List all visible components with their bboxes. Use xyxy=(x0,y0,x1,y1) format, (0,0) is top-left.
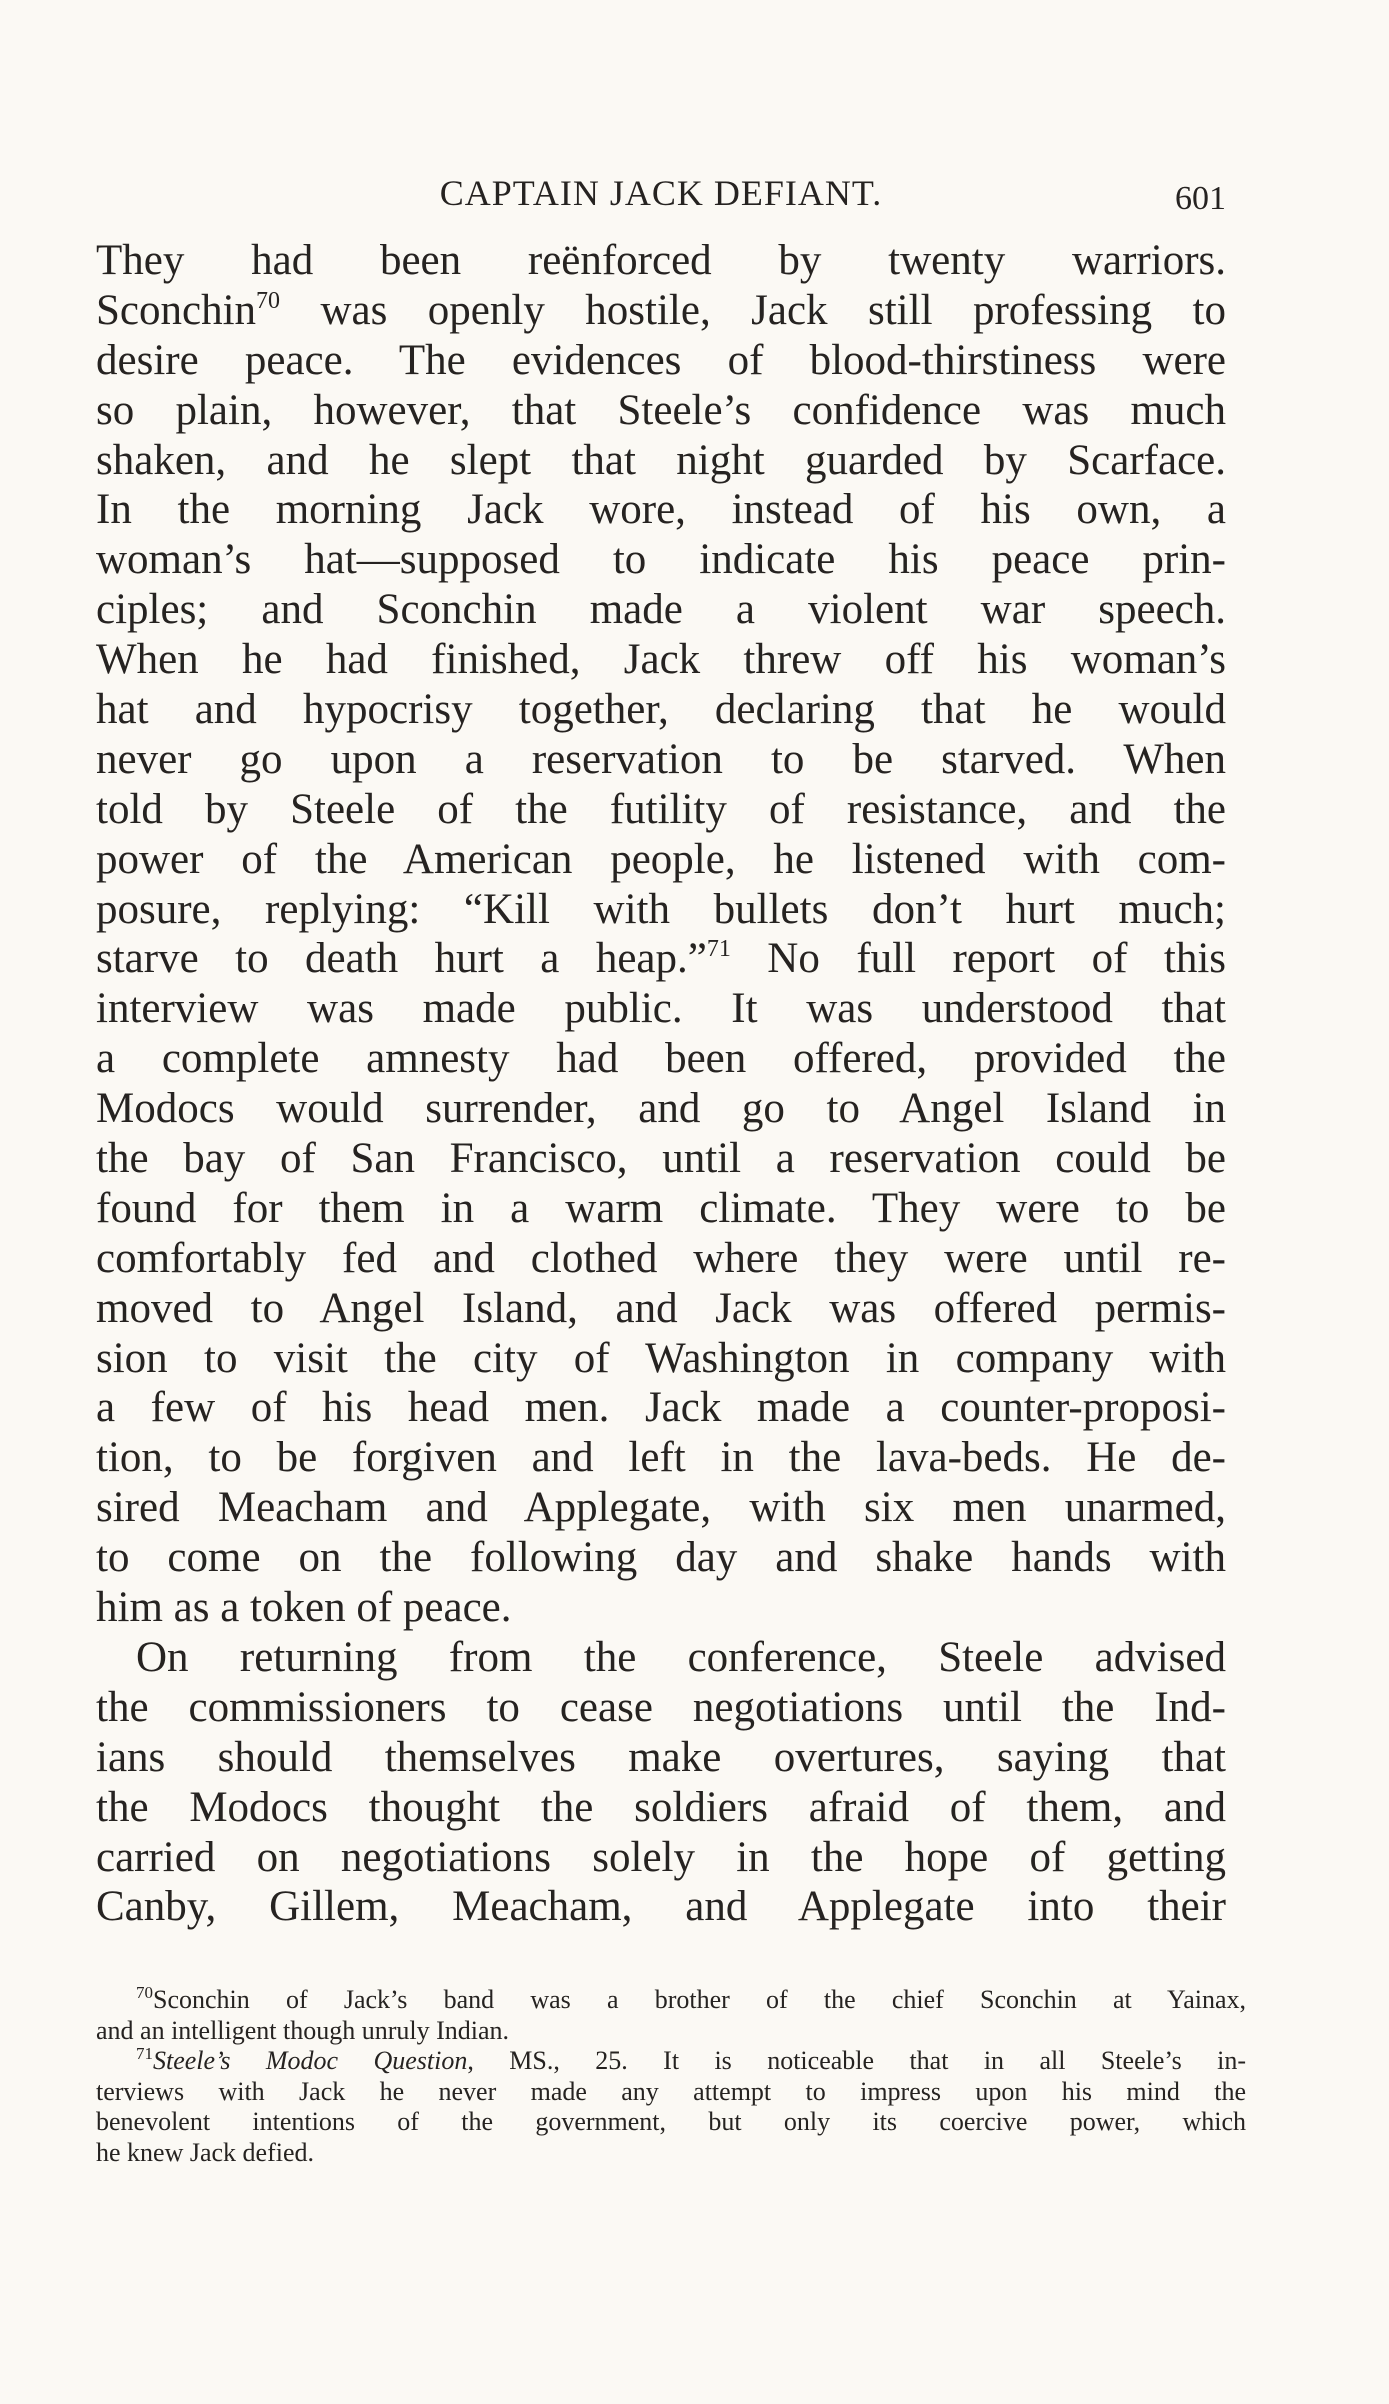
body-text xyxy=(96,236,1226,1932)
text-line: shaken, and he slept that night guarded by Scarface. xyxy=(96,436,1226,484)
text-line: him as a token of peace. xyxy=(96,1584,512,1632)
footnote-line: terviews with Jack he never made any attempt to impress upon his mind the xyxy=(96,2076,1246,2106)
footnote-line: and an intelligent though unruly Indian. xyxy=(96,2015,510,2045)
footnote-marker: 70 xyxy=(136,1983,153,2002)
footnotes xyxy=(96,1985,1246,2168)
page-number: 601 xyxy=(1175,180,1226,217)
text-line: On returning from the conference, Steele advised xyxy=(136,1633,1226,1681)
text-line: posure, replying: “Kill with bullets don’t hurt much; xyxy=(96,885,1226,933)
text-line: told by Steele of the futility of resistance, and the xyxy=(96,785,1226,833)
text-line: never go upon a reservation to be starved. When xyxy=(96,735,1226,783)
text-line: a few of his head men. Jack made a counter-proposi- xyxy=(96,1384,1226,1432)
text-line: Canby, Gillem, Meacham, and Applegate into their xyxy=(96,1883,1226,1931)
text-line: the Modocs thought the soldiers afraid of them, and xyxy=(96,1783,1226,1831)
citation-title: Steele’s Modoc Question xyxy=(153,2046,468,2075)
text-line: When he had finished, Jack threw off his woman’s xyxy=(96,636,1226,684)
running-head xyxy=(96,168,1226,228)
footnote-marker: 71 xyxy=(136,2044,153,2063)
text-line: sion to visit the city of Washington in company with xyxy=(96,1334,1226,1382)
footnote-ref-71: 71 xyxy=(706,936,731,963)
text-line: In the morning Jack wore, instead of his own, a xyxy=(96,486,1226,534)
text-line: ciples; and Sconchin made a violent war speech. xyxy=(96,586,1226,634)
footnote-ref-70: 70 xyxy=(256,287,281,314)
text-line: the commissioners to cease negotiations until the Ind- xyxy=(96,1683,1226,1731)
text-line: so plain, however, that Steele’s confidence was much xyxy=(96,386,1226,434)
running-head-title: CAPTAIN JACK DEFIANT. xyxy=(439,173,883,213)
footnote-71: $^{71}$Steele’s Modoc Question, MS., 25. It is noticeable that in all Steele’s in- xyxy=(136,2044,1246,2075)
text-line: They had been reënforced by twenty warriors. xyxy=(96,237,1226,284)
text-line: tion, to be forgiven and left in the lava-beds. He de- xyxy=(96,1434,1226,1482)
text-line: starve to death hurt a heap.”$^{71}$ No full report of this xyxy=(96,935,1227,983)
text-line: found for them in a warm climate. They were to be xyxy=(96,1184,1226,1232)
text-line: comfortably fed and clothed where they were until re- xyxy=(96,1234,1226,1282)
footnote-line: he knew Jack defied. xyxy=(96,2137,315,2167)
text-line: power of the American people, he listened with com- xyxy=(96,835,1226,883)
text-line: sired Meacham and Applegate, with six men unarmed, xyxy=(96,1484,1226,1532)
text-line: Sconchin$^{70}$ was openly hostile, Jack still professing to xyxy=(96,286,1226,334)
text-line: moved to Angel Island, and Jack was offered permis- xyxy=(96,1284,1226,1332)
text-line: a complete amnesty had been offered, provided the xyxy=(96,1035,1226,1083)
text-line: Modocs would surrender, and go to Angel Island in xyxy=(96,1085,1226,1133)
footnote-70: $^{70}$Sconchin of Jack’s band was a brother of the chief Sconchin at Yainax, xyxy=(136,1983,1246,2014)
text-line: ians should themselves make overtures, saying that xyxy=(96,1733,1226,1781)
text-line: to come on the following day and shake hands with xyxy=(96,1534,1226,1582)
footnote-line: benevolent intentions of the government, but only its coercive power, which xyxy=(96,2107,1246,2136)
text-line: desire peace. The evidences of blood-thirstiness were xyxy=(96,336,1226,384)
text-line: hat and hypocrisy together, declaring that he would xyxy=(96,686,1226,734)
text-line: carried on negotiations solely in the hope of getting xyxy=(96,1833,1226,1881)
text-line: woman’s hat—supposed to indicate his peace prin- xyxy=(96,536,1226,584)
text-line: the bay of San Francisco, until a reservation could be xyxy=(96,1135,1226,1183)
text-line: interview was made public. It was understood that xyxy=(96,985,1226,1033)
